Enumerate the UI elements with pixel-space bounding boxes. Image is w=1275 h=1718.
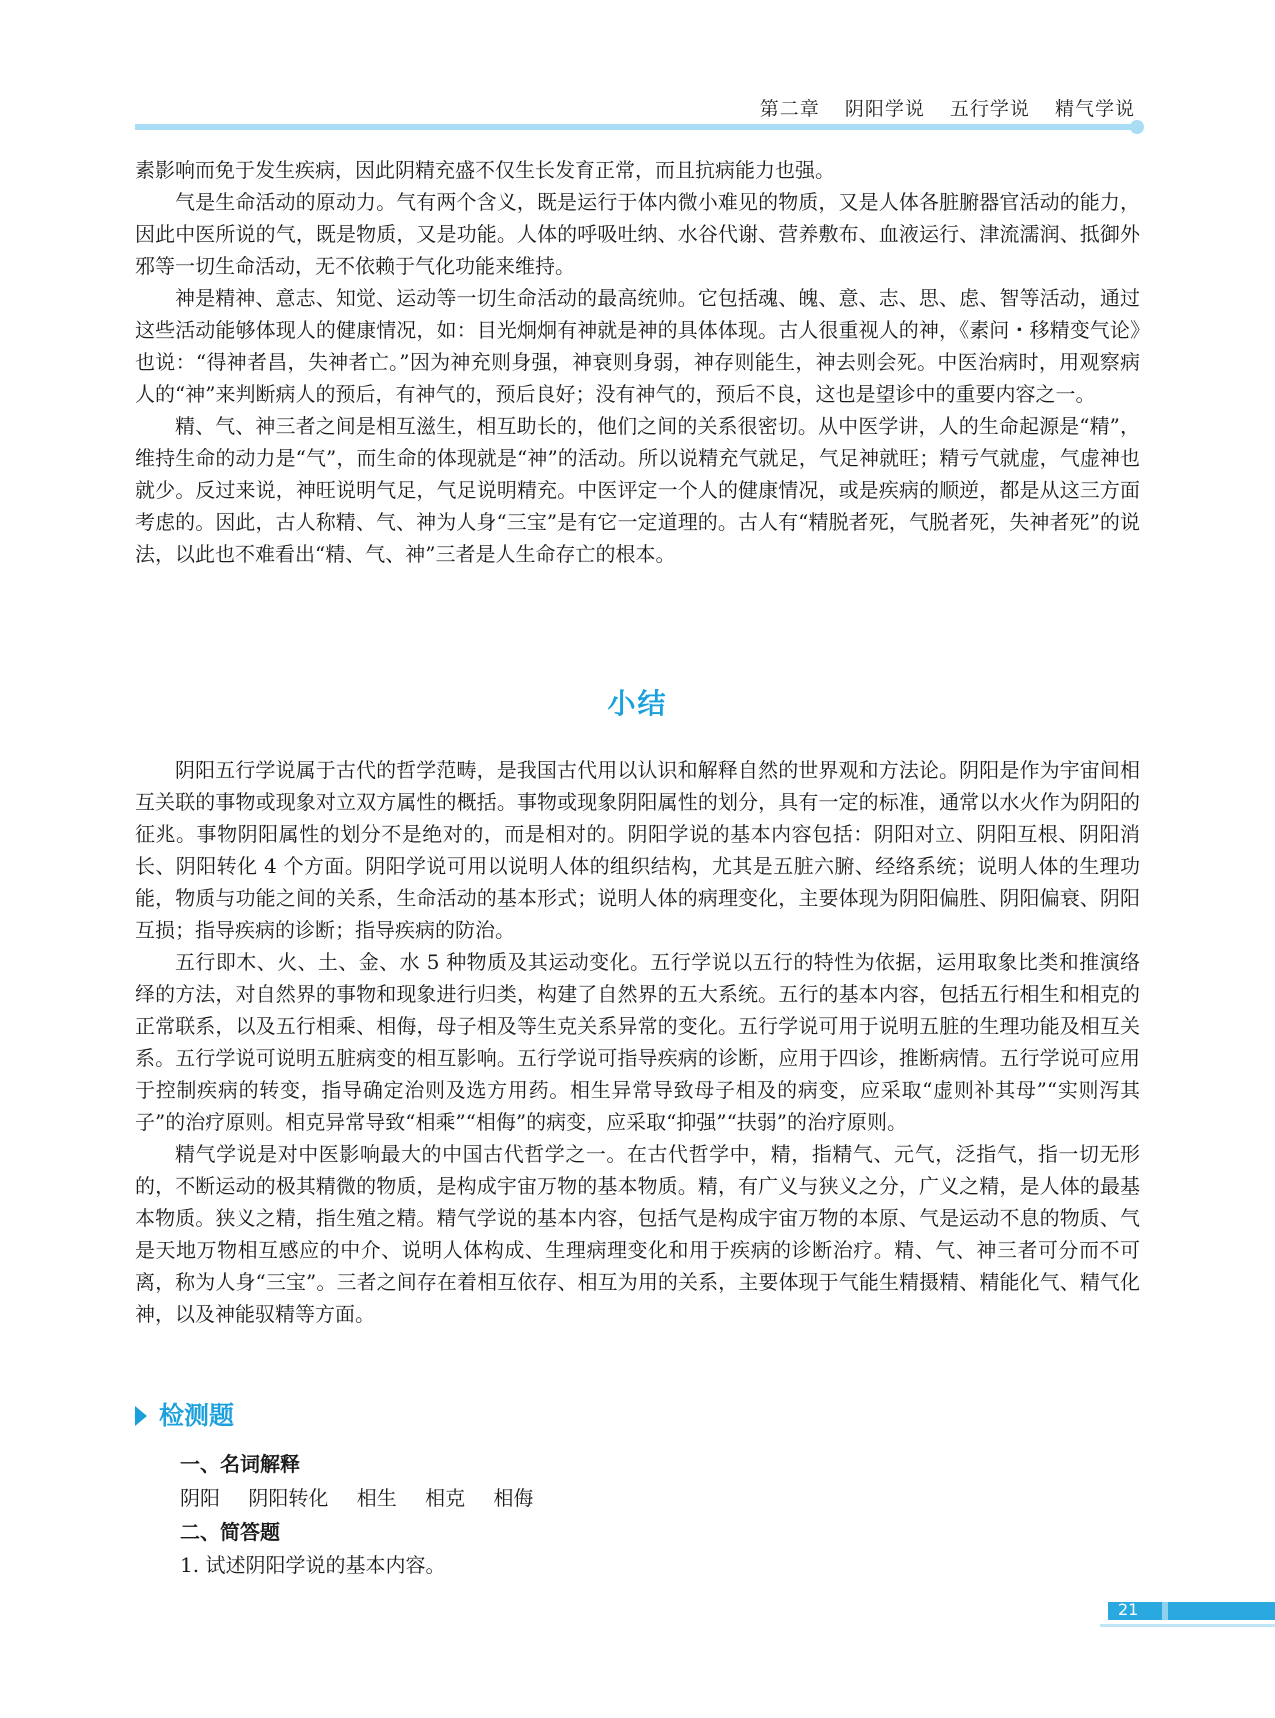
footer-line xyxy=(1100,1624,1275,1627)
question-item: 1. 试述阴阳学说的基本内容。 xyxy=(180,1553,446,1577)
summary-title: 小结 xyxy=(607,687,668,720)
triangle-bullet-icon xyxy=(135,1406,147,1426)
paragraph: 精气学说是对中医影响最大的中国古代哲学之一。在古代哲学中，精，指精气、元气，泛指气，指一切无形的，不断运动的极其精微的物质，是构成宇宙万物的基本物质。精，有广义与狭义之分，广义之精，是人体的最基本物质。狭义之精，指生殖之精。精气学说的基本内容，包括气是构成宇宙万物的本原、气是运动不息的物质、气是天地万物相互感应的中介、说明人体构成、生理病理变化和用于疾病的诊断治疗。精、气、神三者可分而不可离，称为人身“三宝”。三者之间存在着相互依存、相互为用的关系，主要体现于气能生精摄精、精能化气、精气化神，以及神能驭精等方面。 xyxy=(135,1142,1140,1326)
term-item: 相克 xyxy=(425,1486,466,1510)
term-item: 阴阳 xyxy=(180,1486,220,1510)
term-item: 相侮 xyxy=(493,1486,534,1510)
header-topic: 精气学说 xyxy=(1054,98,1135,120)
term-explanation-heading: 一、名词解释 xyxy=(180,1452,300,1476)
header-dot xyxy=(1130,120,1144,134)
exercises-heading xyxy=(135,1396,234,1432)
paragraph: 阴阳五行学说属于古代的哲学范畴，是我国古代用以认识和解释自然的世界观和方法论。阴阳是作为宇宙间相互关联的事物或现象对立双方属性的概括。事物或现象阴阳属性的划分，具有一定的标准，通常以水火作为阴阳的征兆。事物阴阳属性的划分不是绝对的，而是相对的。阴阳学说的基本内容包括：阴阳对立、阴阳互根、阴阳消长、阴阳转化 4 个方面。阴阳学说可用以说明人体的组织结构，尤其是五脏六腑、经络系统；说明人体的生理功能，物质与功能之间的关系，生命活动的基本形式；说明人体的病理变化，主要体现为阴阳偏胜、阴阳偏衰、阴阳互损；指导疾病的诊断；指导疾病的防治。 xyxy=(135,758,1140,942)
term-item: 相生 xyxy=(356,1486,397,1510)
paragraph: 精、气、神三者之间是相互滋生，相互助长的，他们之间的关系很密切。从中医学讲，人的生命起源是“精”，维持生命的动力是“气”，而生命的体现就是“神”的活动。所以说精充气就足，气足神就旺；精亏气就虚，气虚神也就少。反过来说，神旺说明气足，气足说明精充。中医评定一个人的健康情况，或是疾病的顺逆，都是从这三方面考虑的。因此，古人称精、气、神为人身“三宝”是有它一定道理的。古人有“精脱者死，气脱者死，失神者死”的说法，以此也不难看出“精、气、神”三者是人生命存亡的根本。 xyxy=(135,414,1140,566)
paragraph: 神是精神、意志、知觉、运动等一切生命活动的最高统帅。它包括魂、魄、意、志、思、虑、智等活动，通过这些活动能够体现人的健康情况，如：目光炯炯有神就是神的具体体现。古人很重视人的神，《素问・移精变气论》也说：“得神者昌，失神者亡。”因为神充则身强，神衰则身弱，神存则能生，神去则会死。中医治病时，用观察病人的“神”来判断病人的预后，有神气的，预后良好；没有神气的，预后不良，这也是望诊中的重要内容之一。 xyxy=(135,286,1140,406)
header-topic: 五行学说 xyxy=(949,98,1030,120)
header-topic: 阴阳学说 xyxy=(844,98,925,120)
page-number: 21 xyxy=(1118,1600,1139,1619)
body-text-section xyxy=(135,154,1140,570)
exercises-title: 检测题 xyxy=(159,1401,235,1430)
short-answer-heading: 二、简答题 xyxy=(180,1520,280,1544)
term-item: 阴阳转化 xyxy=(248,1486,329,1510)
chapter-label: 第二章 xyxy=(759,98,820,120)
paragraph: 五行即木、火、土、金、水 5 种物质及其运动变化。五行学说以五行的特性为依据，运用取象比类和推演络绎的方法，对自然界的事物和现象进行归类，构建了自然界的五大系统。五行的基本内容，包括五行相生和相克的正常联系，以及五行相乘、相侮，母子相及等生克关系异常的变化。五行学说可用于说明五脏的生理功能及相互关系。五行学说可说明五脏病变的相互影响。五行学说可指导疾病的诊断，应用于四诊，推断病情。五行学说可应用于控制疾病的转变，指导确定治则及选方用药。相生异常导致母子相及的病变，应采取“虚则补其母”“实则泻其子”的治疗原则。相克异常导致“相乘”“相侮”的病变，应采取“抑强”“扶弱”的治疗原则。 xyxy=(135,950,1140,1134)
running-header xyxy=(742,94,1135,121)
paragraph: 素影响而免于发生疾病，因此阴精充盛不仅生长发育正常，而且抗病能力也强。 xyxy=(135,158,835,182)
summary-section xyxy=(135,754,1140,1330)
paragraph: 气是生命活动的原动力。气有两个含义，既是运行于体内微小难见的物质，又是人体各脏腑器官活动的能力，因此中医所说的气，既是物质，又是功能。人体的呼吸吐纳、水谷代谢、营养敷布、血液运行、津流濡润、抵御外邪等一切生命活动，无不依赖于气化功能来维持。 xyxy=(135,190,1140,278)
header-rule xyxy=(135,124,1135,130)
term-list xyxy=(180,1482,555,1511)
